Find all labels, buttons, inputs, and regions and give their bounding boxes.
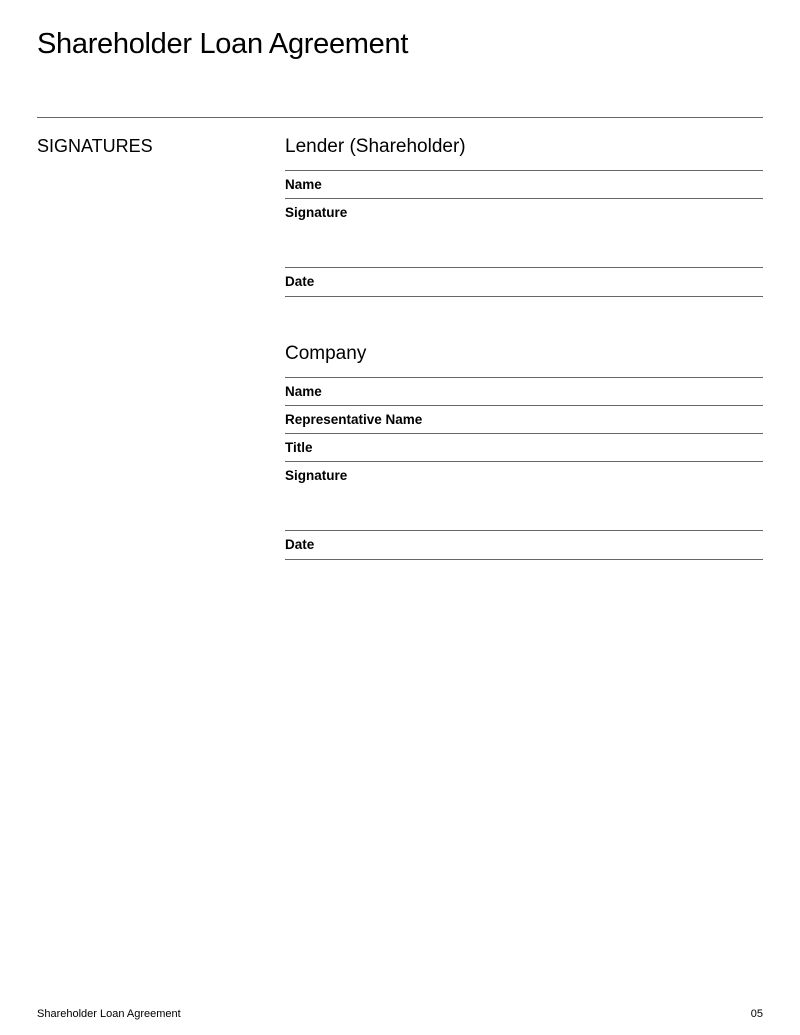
lender-heading: Lender (Shareholder) [285,136,466,157]
lender-name-field[interactable]: Name [285,170,763,198]
company-block [285,343,763,560]
page-number: 05 [750,1008,763,1020]
lender-date-field[interactable]: Date [285,267,763,297]
lender-signature-field[interactable]: Signature [285,198,763,267]
divider [37,117,763,118]
footer-title: Shareholder Loan Agreement [37,1008,181,1020]
company-title-field[interactable]: Title [285,433,763,461]
company-heading: Company [285,343,367,364]
lender-block [285,136,763,297]
company-name-field[interactable]: Name [285,377,763,405]
company-representative-field[interactable]: Representative Name [285,405,763,433]
company-signature-field[interactable]: Signature [285,461,763,530]
page-title: Shareholder Loan Agreement [37,28,409,60]
section-heading: SIGNATURES [37,136,153,156]
company-date-field[interactable]: Date [285,530,763,560]
